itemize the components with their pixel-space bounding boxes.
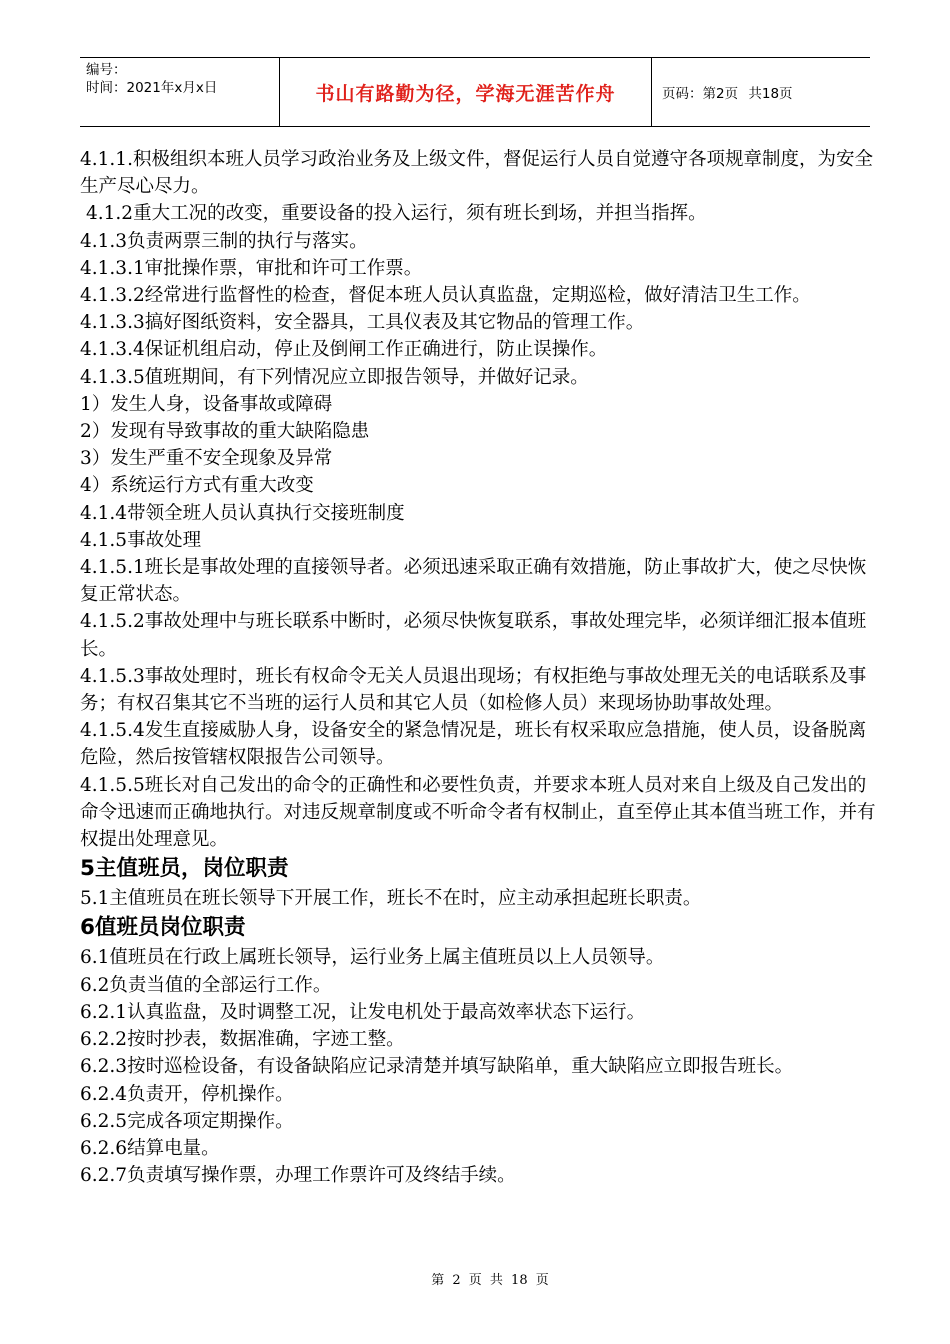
page-footer: 第 2 页 共 18 页 (431, 1273, 549, 1288)
body-paragraph: 4.1.3.1审批操作票，审批和许可工作票。 (80, 257, 423, 279)
body-paragraph: 4.1.3.2经常进行监督性的检查，督促本班人员认真监盘，定期巡检，做好清洁卫生工作。 (80, 285, 811, 307)
section-heading: 5主值班员，岗位职责 (80, 856, 289, 882)
document-body (80, 146, 880, 1189)
document-code-label: 编号： (86, 62, 127, 78)
body-paragraph: 4.1.4带领全班人员认真执行交接班制度 (80, 502, 405, 524)
body-paragraph: 4.1.2重大工况的改变，重要设备的投入运行，须有班长到场，并担当指挥。 (86, 203, 707, 225)
body-paragraph: 6.2负责当值的全部运行工作。 (80, 974, 332, 996)
body-paragraph: 6.2.7负责填写操作票，办理工作票许可及终结手续。 (80, 1165, 516, 1187)
body-paragraph: 2）发现有导致事故的重大缺陷隐患 (80, 421, 370, 443)
body-paragraph: 4.1.5.2事故处理中与班长联系中断时，必须尽快恢复联系，事故处理完毕，必须详细汇报本值班长。 (80, 611, 867, 660)
body-paragraph: 4）系统运行方式有重大改变 (80, 475, 314, 497)
body-paragraph: 4.1.3.5值班期间，有下列情况应立即报告领导，并做好记录。 (80, 366, 589, 388)
body-paragraph: 6.2.4负责开，停机操作。 (80, 1083, 294, 1105)
page-header (80, 57, 870, 127)
body-paragraph: 4.1.5.3事故处理时，班长有权命令无关人员退出现场；有权拒绝与事故处理无关的电话联系及事务；有权召集其它不当班的运行人员和其它人员（如检修人员）来现场协助事故处理。 (80, 665, 867, 715)
header-meta (80, 58, 280, 126)
header-motto: 书山有路勤为径，学海无涯苦作舟 (280, 58, 652, 126)
body-paragraph: 4.1.3.3搞好图纸资料，安全器具，工具仪表及其它物品的管理工作。 (80, 312, 645, 334)
section-heading: 6值班员岗位职责 (80, 915, 246, 941)
body-paragraph: 6.2.3按时巡检设备，有设备缺陷应记录清楚并填写缺陷单，重大缺陷应立即报告班长。 (80, 1056, 794, 1078)
header-page-number: 页码：第2页 共18页 (662, 86, 793, 102)
body-paragraph: 4.1.5.4发生直接威胁人身，设备安全的紧急情况是，班长有权采取应急措施，使人员，设备脱离危险，然后按管辖权限报告公司领导。 (80, 720, 867, 769)
body-paragraph: 6.2.2按时抄表，数据准确，字迹工整。 (80, 1029, 405, 1051)
body-paragraph: 4.1.3.4保证机组启动，停止及倒闸工作正确进行，防止误操作。 (80, 339, 608, 361)
body-paragraph: 4.1.3负责两票三制的执行与落实。 (80, 230, 368, 252)
body-paragraph: 4.1.5.1班长是事故处理的直接领导者。必须迅速采取正确有效措施，防止事故扩大，使之尽快恢复正常状态。 (80, 557, 867, 606)
document-date: 时间：2021年x月x日 (86, 80, 218, 96)
body-paragraph: 4.1.5事故处理 (80, 529, 202, 551)
body-paragraph: 5.1主值班员在班长领导下开展工作，班长不在时，应主动承担起班长职责。 (80, 888, 702, 910)
body-paragraph: 1）发生人身，设备事故或障碍 (80, 393, 333, 415)
body-paragraph: 6.1值班员在行政上属班长领导，运行业务上属主值班员以上人员领导。 (80, 947, 665, 969)
body-paragraph: 6.2.5完成各项定期操作。 (80, 1110, 294, 1132)
body-paragraph: 4.1.5.5班长对自己发出的命令的正确性和必要性负责，并要求本班人员对来自上级及自己发出的命令迅速而正确地执行。对违反规章制度或不听命令者有权制止，直至停止其本值当班工作，并有权提出处理意见。 (80, 774, 876, 851)
body-paragraph: 3）发生严重不安全现象及异常 (80, 448, 333, 470)
body-paragraph: 6.2.1认真监盘，及时调整工况，让发电机处于最高效率状态下运行。 (80, 1001, 646, 1023)
body-paragraph: 4.1.1.积极组织本班人员学习政治业务及上级文件，督促运行人员自觉遵守各项规章制度，为安全生产尽心尽力。 (80, 149, 873, 198)
body-paragraph: 6.2.6结算电量。 (80, 1137, 220, 1159)
